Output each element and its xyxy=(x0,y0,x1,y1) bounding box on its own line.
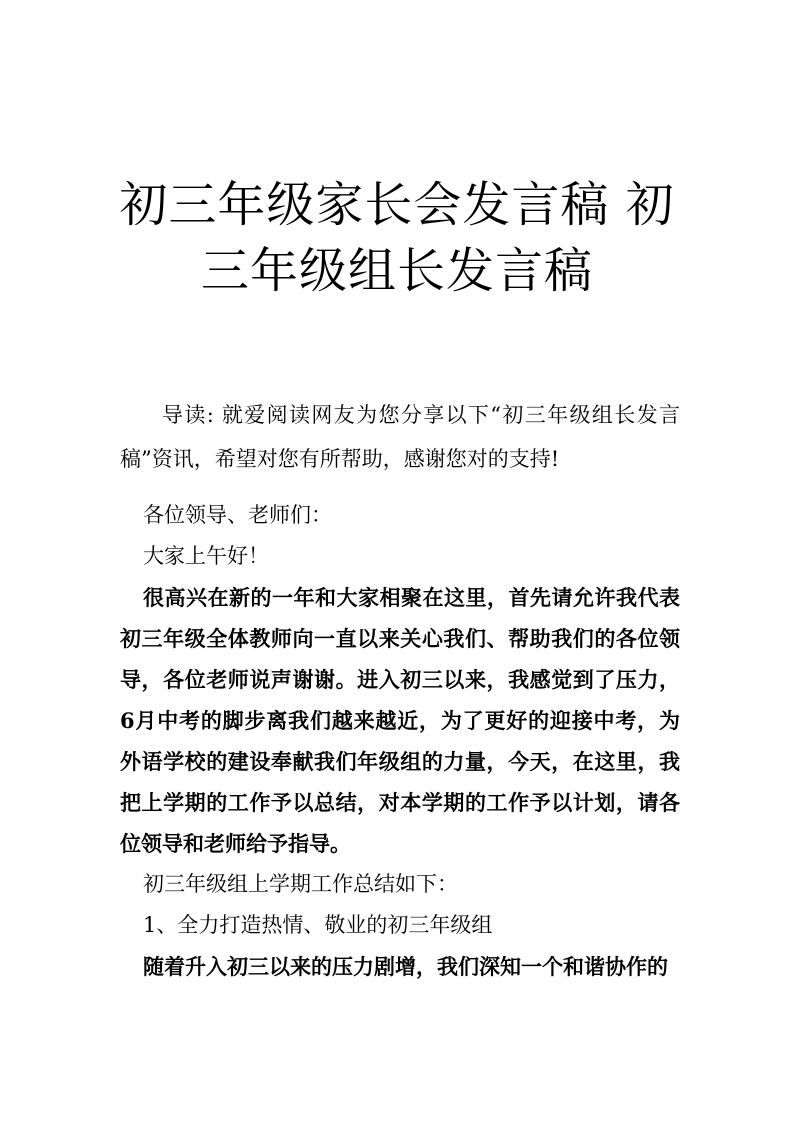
body-paragraph: 很高兴在新的一年和大家相聚在这里，首先请允许我代表初三年级全体教师向一直以来关心我们、帮助我们的各位领导，各位老师说声谢谢。进入初三以来，我感觉到了压力，6月中考的脚步离我们越来越近，为了更好的迎接中考，为外语学校的建设奉献我们年级组的力量，今天，在这里，我把上学期的工作予以总结，对本学期的工作予以计划，请各位领导和老师给予指导。 xyxy=(120,585,680,856)
intro-paragraph: 导读: 就爱阅读网友为您分享以下“初三年级组长发言稿”资讯，希望对您有所帮助，感谢您对的支持! xyxy=(120,403,680,471)
greeting: 大家上午好！ xyxy=(143,544,269,568)
document-title: 初三年级家长会发言稿 初三年级组长发言稿 xyxy=(119,177,675,300)
body-paragraph-continued: 随着升入初三以来的压力剧增，我们深知一个和谐协作的 xyxy=(143,954,668,979)
section-intro: 初三年级组上学期工作总结如下： xyxy=(143,872,458,896)
document-body xyxy=(120,495,680,987)
salutation: 各位领导、老师们： xyxy=(143,503,332,527)
section-heading: 1、全力打造热情、敬业的初三年级组 xyxy=(143,913,493,937)
